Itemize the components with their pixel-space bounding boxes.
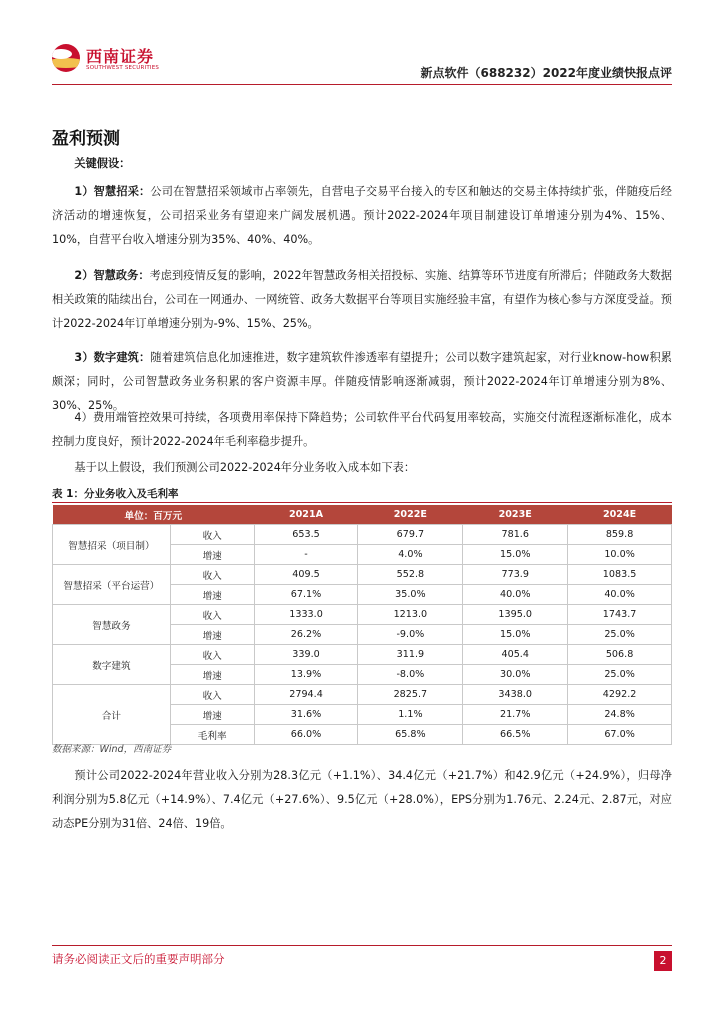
value-cell: 773.9 <box>463 565 568 585</box>
value-cell: 311.9 <box>358 645 463 665</box>
value-cell: 679.7 <box>358 525 463 545</box>
value-cell: -8.0% <box>358 665 463 685</box>
value-cell: 506.8 <box>568 645 672 665</box>
table-top-rule <box>52 502 672 503</box>
value-cell: 2825.7 <box>358 685 463 705</box>
assumption-paragraph-1 <box>52 180 672 252</box>
value-cell: 552.8 <box>358 565 463 585</box>
value-cell: 4.0% <box>358 545 463 565</box>
metric-label: 增速 <box>170 705 254 725</box>
page-header <box>0 0 724 84</box>
table-row <box>53 685 672 705</box>
data-source-note: 数据来源：Wind，西南证券 <box>52 744 172 755</box>
metric-label: 收入 <box>170 685 254 705</box>
header-divider <box>52 84 672 85</box>
company-logo-icon <box>52 44 80 72</box>
metric-label: 收入 <box>170 605 254 625</box>
value-cell: 15.0% <box>463 625 568 645</box>
segment-name: 数字建筑 <box>53 645 171 685</box>
value-cell: 1213.0 <box>358 605 463 625</box>
value-cell: 4292.2 <box>568 685 672 705</box>
value-cell: 1395.0 <box>463 605 568 625</box>
assumption-paragraph-4: 4）费用端管控效果可持续，各项费用率保持下降趋势；公司软件平台代码复用率较高，实施交付流程逐渐标准化，成本控制力度良好，预计2022-2024年毛利率稳步提升。 <box>52 411 672 448</box>
value-cell: 10.0% <box>568 545 672 565</box>
table-row <box>53 565 672 585</box>
segment-name: 合计 <box>53 685 171 745</box>
value-cell: 1.1% <box>358 705 463 725</box>
value-cell: - <box>254 545 358 565</box>
value-cell: 15.0% <box>463 545 568 565</box>
metric-label: 收入 <box>170 525 254 545</box>
value-cell: 66.0% <box>254 725 358 745</box>
value-cell: 1333.0 <box>254 605 358 625</box>
value-cell: 24.8% <box>568 705 672 725</box>
table-intro-paragraph: 基于以上假设，我们预测公司2022-2024年分业务收入成本如下表： <box>74 461 416 474</box>
metric-label: 毛利率 <box>170 725 254 745</box>
value-cell: 30.0% <box>463 665 568 685</box>
value-cell: 67.0% <box>568 725 672 745</box>
logo-english-name: SOUTHWEST SECURITIES <box>86 65 160 71</box>
table-row <box>53 605 672 625</box>
metric-label: 增速 <box>170 665 254 685</box>
forecast-summary-paragraph: 预计公司2022-2024年营业收入分别为28.3亿元（+1.1%）、34.4亿元（+21.7%）和42.9亿元（+24.9%），归母净利润分别为5.8亿元（+14.9%）、7.4亿元（+27.6%）、9.5亿元（+28.0%），EPS分别为1.76元、2.24元、2.87元，对应动态PE分别为31倍、24倍、19倍。 <box>52 769 672 830</box>
assumption-2-text: 考虑到疫情反复的影响，2022年智慧政务相关招投标、实施、结算等环节进度有所滞后；伴随政务大数据相关政策的陆续出台，公司在一网通办、一网统管、政务大数据平台等项目实施经验丰富，有望作为核心参与方深度受益。预计2022-2024年订单增速分别为-9%、15%、25%。 <box>52 269 672 330</box>
key-assumptions-label: 关键假设： <box>74 157 131 170</box>
assumption-3-lead: 3）数字建筑： <box>74 351 151 364</box>
value-cell: 13.9% <box>254 665 358 685</box>
value-cell: -9.0% <box>358 625 463 645</box>
logo-chinese-name: 西南证券 <box>86 47 155 66</box>
segment-name: 智慧政务 <box>53 605 171 645</box>
table-header-row <box>53 505 672 525</box>
value-cell: 1083.5 <box>568 565 672 585</box>
value-cell: 40.0% <box>463 585 568 605</box>
metric-label: 增速 <box>170 545 254 565</box>
value-cell: 653.5 <box>254 525 358 545</box>
value-cell: 339.0 <box>254 645 358 665</box>
disclaimer-note: 请务必阅读正文后的重要声明部分 <box>52 952 225 966</box>
value-cell: 21.7% <box>463 705 568 725</box>
page-number-badge: 2 <box>654 951 672 971</box>
year-header: 2024E <box>568 505 672 525</box>
table-row <box>53 525 672 545</box>
value-cell: 35.0% <box>358 585 463 605</box>
value-cell: 40.0% <box>568 585 672 605</box>
table-caption: 表 1：分业务收入及毛利率 <box>52 488 179 500</box>
value-cell: 1743.7 <box>568 605 672 625</box>
metric-label: 增速 <box>170 625 254 645</box>
value-cell: 3438.0 <box>463 685 568 705</box>
value-cell: 405.4 <box>463 645 568 665</box>
year-header: 2021A <box>254 505 358 525</box>
year-header: 2022E <box>358 505 463 525</box>
revenue-margin-table <box>52 505 672 745</box>
value-cell: 67.1% <box>254 585 358 605</box>
metric-label: 收入 <box>170 565 254 585</box>
metric-label: 收入 <box>170 645 254 665</box>
value-cell: 409.5 <box>254 565 358 585</box>
assumption-1-text: 公司在智慧招采领域市占率领先，自营电子交易平台接入的专区和触达的交易主体持续扩张，伴随疫后经济活动的增速恢复，公司招采业务有望迎来广阔发展机遇。预计2022-2024年项目制建设订单增速分别为4%、15%、10%，自营平台收入增速分别为35%、40%、40%。 <box>52 185 672 246</box>
metric-label: 增速 <box>170 585 254 605</box>
segment-name: 智慧招采（平台运营） <box>53 565 171 605</box>
value-cell: 25.0% <box>568 665 672 685</box>
value-cell: 66.5% <box>463 725 568 745</box>
footer-divider <box>52 945 672 946</box>
segment-name: 智慧招采（项目制） <box>53 525 171 565</box>
value-cell: 26.2% <box>254 625 358 645</box>
report-title: 新点软件（688232）2022年度业绩快报点评 <box>420 66 672 80</box>
value-cell: 2794.4 <box>254 685 358 705</box>
assumption-1-lead: 1）智慧招采： <box>74 185 151 198</box>
value-cell: 25.0% <box>568 625 672 645</box>
value-cell: 859.8 <box>568 525 672 545</box>
assumption-paragraph-2 <box>52 264 672 336</box>
year-header: 2023E <box>463 505 568 525</box>
assumption-3-text: 随着建筑信息化加速推进，数字建筑软件渗透率有望提升；公司以数字建筑起家，对行业know-how积累颇深；同时，公司智慧政务业务积累的客户资源丰厚。伴随疫情影响逐渐减弱，预计2022-2024年订单增速分别为8%、30%、25%。 <box>52 351 672 412</box>
value-cell: 65.8% <box>358 725 463 745</box>
unit-header: 单位：百万元 <box>53 505 255 525</box>
value-cell: 31.6% <box>254 705 358 725</box>
assumption-2-lead: 2）智慧政务： <box>74 269 150 282</box>
table-row <box>53 645 672 665</box>
value-cell: 781.6 <box>463 525 568 545</box>
section-title: 盈利预测 <box>52 129 120 149</box>
